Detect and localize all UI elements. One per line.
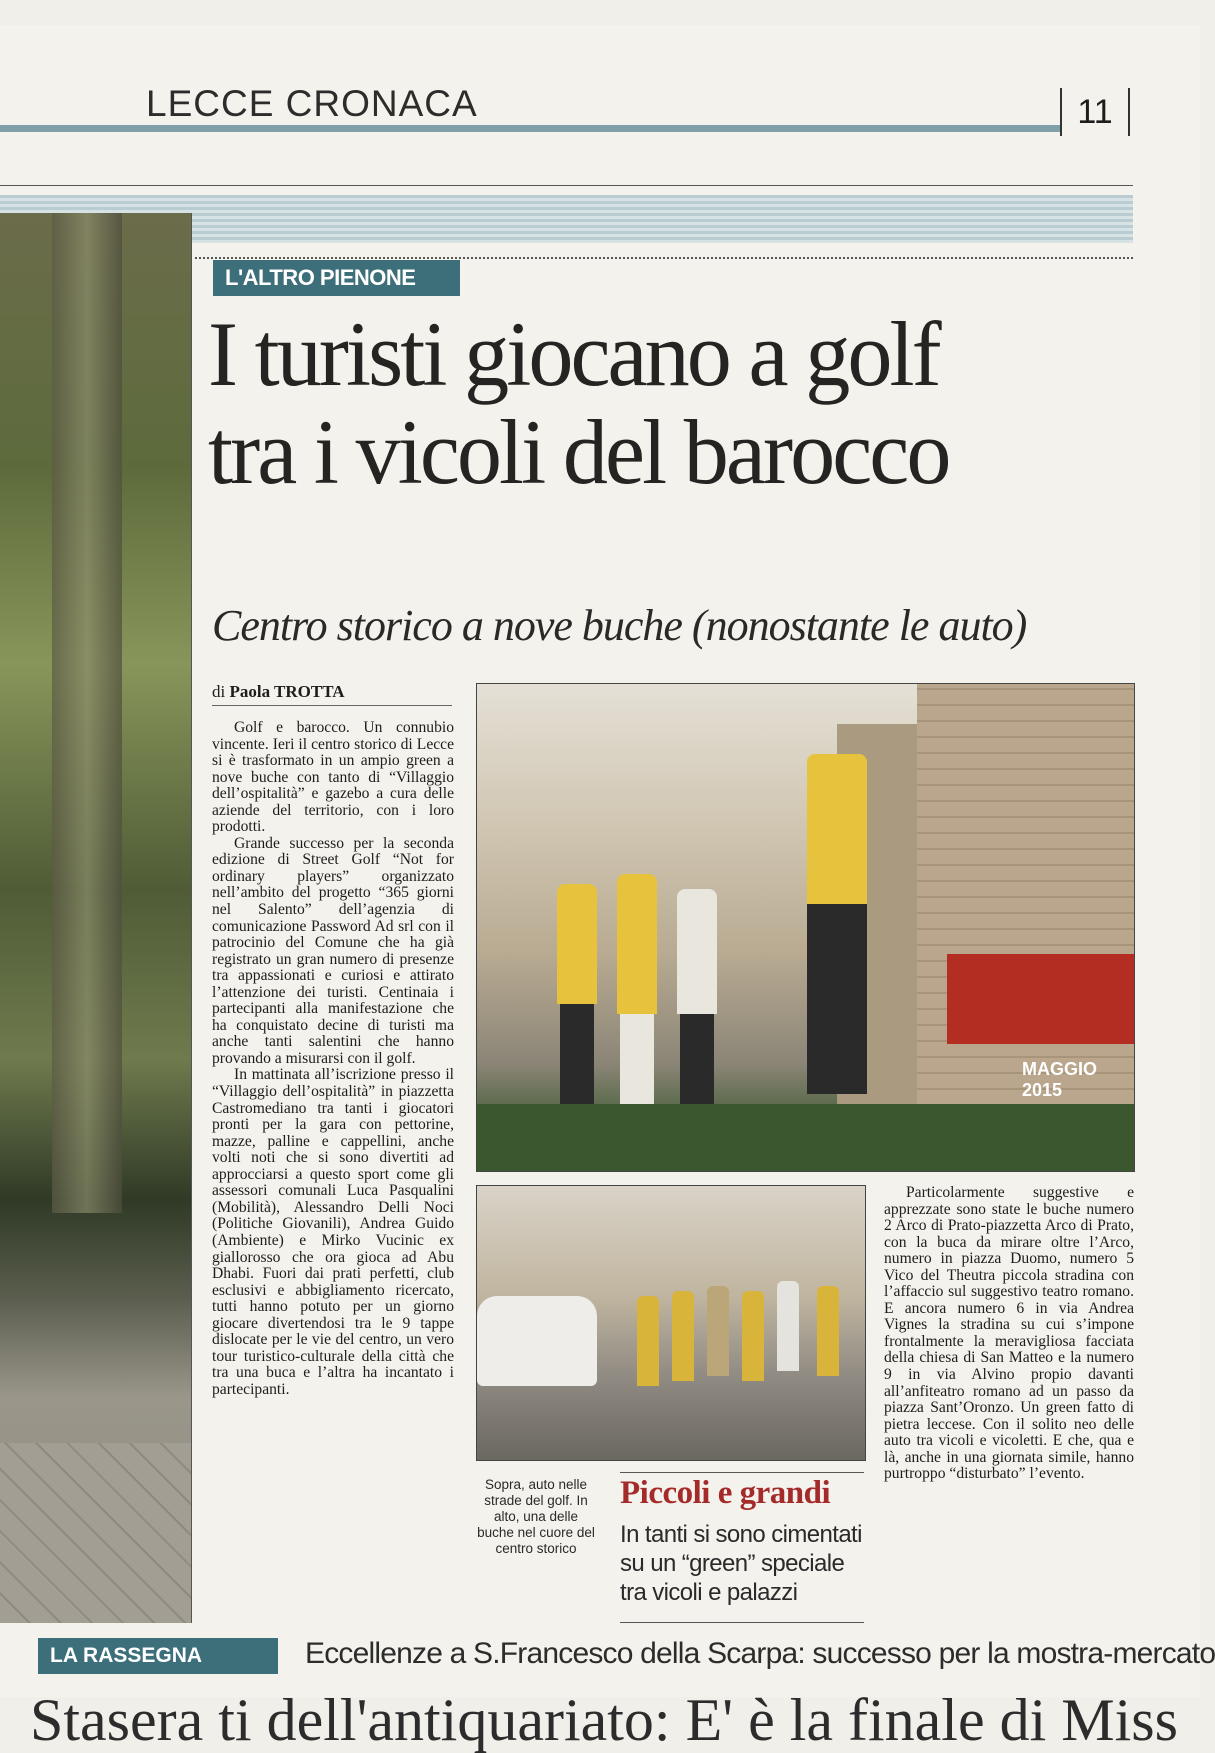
- byline-author: Paola TROTTA: [229, 682, 345, 701]
- person-figure: [557, 884, 597, 1004]
- article-kicker: L'ALTRO PIENONE: [213, 260, 460, 296]
- article-column-3: [884, 1185, 1134, 1483]
- person-figure: [817, 1286, 839, 1376]
- byline: [212, 682, 452, 706]
- banner-text: MAGGIO 2015: [1022, 1059, 1097, 1100]
- header-thin-rule: [0, 185, 1133, 186]
- section-title: LECCE CRONACA: [146, 83, 478, 124]
- headline-line-2: tra i vicoli del barocco: [208, 401, 949, 503]
- person-figure: [707, 1286, 729, 1376]
- person-legs: [560, 1004, 594, 1104]
- paragraph: Golf e barocco. Un connubio vincente. Ieri il centro storico di Lecce si è trasformato in un ampio green a nove buche con tanto di “Villaggio dell’ospitalità” e gazebo a cura delle aziende del territorio, con i loro prodotti.: [212, 719, 454, 836]
- dotted-divider: [190, 257, 1133, 259]
- paragraph: In mattinata all’iscrizione presso il “Villaggio dell’ospitalità” in piazzetta Castromediano tra tanti i giocatori pronti per la gara con pettorine, mazze, palline e cappellini, anche volti noti che si sono divertiti ad approcciarsi a questo sport come gli assessori comunali Luca Pasqualini (Mobilità), Alessandro Delli Noci (Politiche Giovanili), Andrea Guido (Ambiente) e Mirko Vucinic ex giallorosso che ora gioca ad Abu Dhabi. Fuori dai prati perfetti, club esclusivi e abbigliamento ricercato, tutti hanno potuto per un giorno giocare divertendosi tra le 9 tappe dislocate per le vie del centro, un vero tour turistico-culturale della città che tra una buca e l’altra ha incantato i partecipanti.: [212, 1066, 454, 1398]
- article-headline: [208, 305, 1119, 501]
- page-number: 11: [1060, 88, 1130, 136]
- photo-caption: Sopra, auto nelle strade del golf. In alto, una delle buche nel cuore del centro storico: [477, 1477, 595, 1556]
- paragraph: Grande successo per la seconda edizione di Street Golf “Not for ordinary players” organizzato nell’ambito del progetto “365 giorni nel Salento” dell’agenzia di comunicazione Password Ad srl con il patrocinio del Comune che ha già registrato un gran numero di presenze tra appassionati e curiosi e attirato l’attenzione dei turisti. Centinaia i partecipanti alla manifestazione che ha conquistato decine di turisti ma anche tanti salentini che hanno provando a misurarsi con il golf.: [212, 834, 454, 1067]
- golfer-figure: [807, 754, 867, 904]
- event-banner: [947, 954, 1134, 1044]
- article-subhead: Centro storico a nove buche (nonostante le auto): [212, 601, 1027, 650]
- column-rule: [191, 213, 192, 1623]
- footer-cut-headline: Stasera ti dell'antiquariato: E' è la finale di Miss: [30, 1687, 1178, 1753]
- paragraph: Particolarmente suggestive e apprezzate sono state le buche numero 2 Arco di Prato-piazzetta Arco di Prato, con la buca da mirare oltre l’Arco, numero in piazza Duomo, numero 5 Vico del Theutra piccola stradina con l’affaccio sul suggestivo teatro romano. E ancora numero 6 in via Andrea Vignes la stradina su cui s’impone frontalmente la meravigliosa facciata della chiesa di San Matteo e la numero 9 in via Alvino propio davanti all’anfiteatro romano ad un passo da piazza Sant’Oronzo. Un green fatto di pietra leccese. Con il solito neo delle auto tra vicoli e vicoletti. E che, qua e là, anche in una giornata simile, hanno purtroppo “disturbato” l’evento.: [884, 1184, 1134, 1483]
- footer-kicker: LA RASSEGNA: [38, 1638, 278, 1674]
- person-figure: [742, 1291, 764, 1381]
- street-photo: [476, 1185, 866, 1461]
- person-figure: [777, 1281, 799, 1371]
- sidebar-text: In tanti si sono cimentati su un “green” speciale tra vicoli e palazzi: [620, 1521, 862, 1606]
- pavement: [0, 1443, 192, 1623]
- header-rule: [0, 125, 1060, 132]
- golfer-legs: [807, 904, 867, 1094]
- person-legs: [620, 1014, 654, 1104]
- parked-car: [477, 1296, 597, 1386]
- person-legs: [680, 1014, 714, 1104]
- article-column-1: [212, 720, 454, 1398]
- person-figure: [677, 889, 717, 1014]
- person-figure: [617, 874, 657, 1014]
- sidebar-rule: [620, 1622, 864, 1623]
- sidebar-title: Piccoli e grandi: [620, 1472, 864, 1512]
- byline-prefix: di: [212, 682, 226, 701]
- headline-line-1: I turisti giocano a golf: [208, 303, 939, 405]
- tree-trunk: [52, 213, 122, 1213]
- newspaper-page: [0, 25, 1215, 1753]
- green-carpet: [477, 1104, 1134, 1171]
- side-photo: [0, 213, 192, 1623]
- person-figure: [672, 1291, 694, 1381]
- main-photo: [476, 683, 1135, 1172]
- footer-teaser: Eccellenze a S.Francesco della Scarpa: successo per la mostra-mercato: [305, 1637, 1215, 1670]
- person-figure: [637, 1296, 659, 1386]
